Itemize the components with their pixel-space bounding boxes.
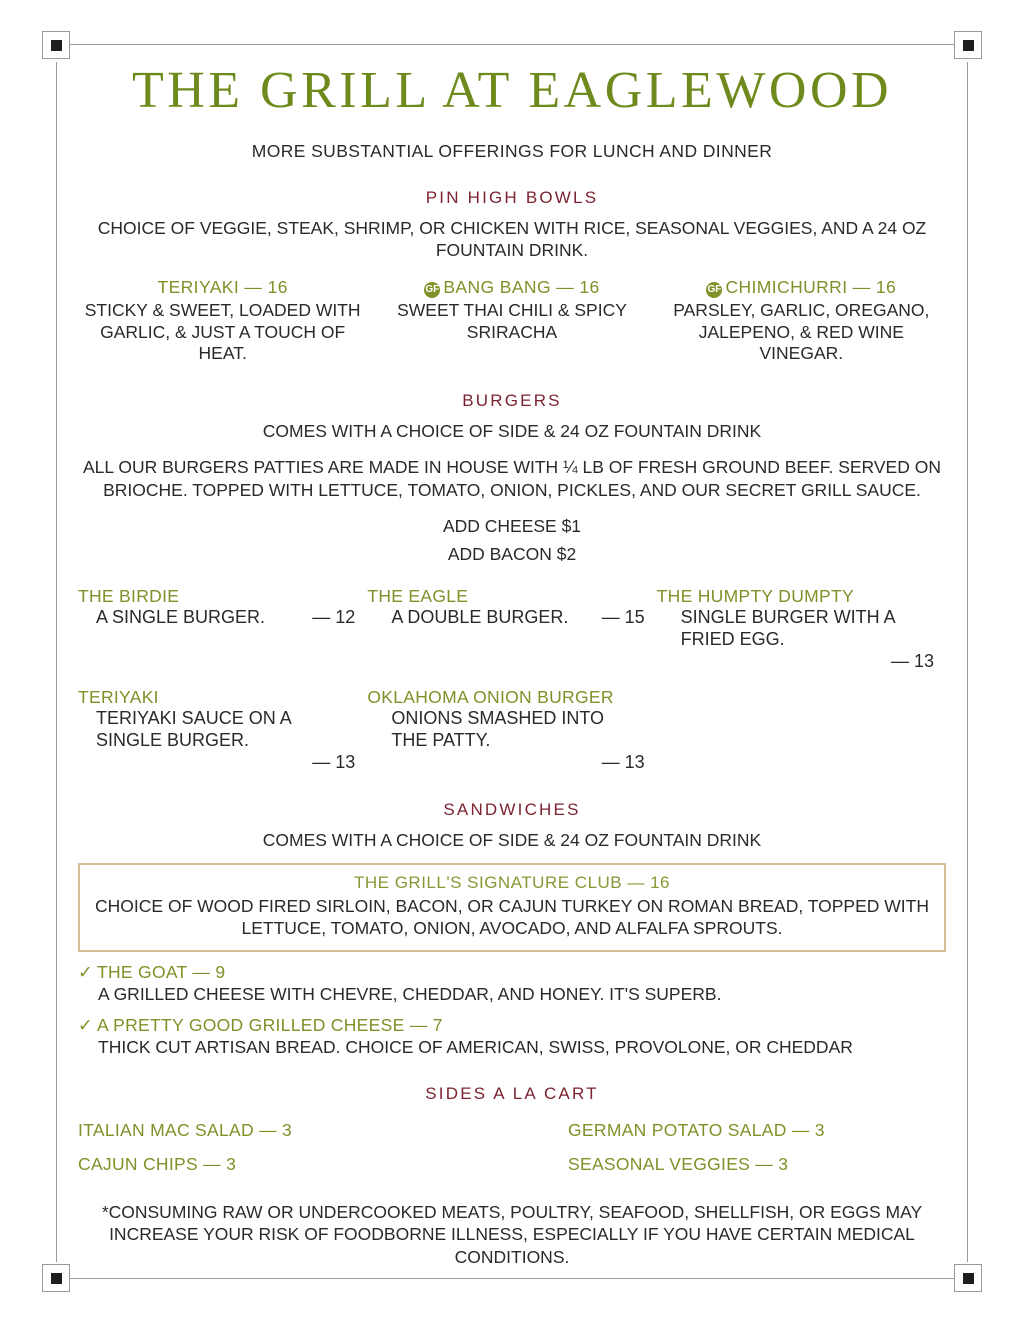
sandwiches-note: COMES WITH A CHOICE OF SIDE & 24 OZ FOUNTAIN DRINK: [262, 829, 762, 850]
bowl-item[interactable]: [78, 277, 367, 365]
bowl-item[interactable]: [657, 277, 946, 365]
burger-item-price: — 13: [312, 751, 356, 772]
bowls-note: CHOICE OF VEGGIE, STEAK, SHRIMP, OR CHICKEN WITH RICE, SEASONAL VEGGIES, AND A 24 OZ FOUNTAIN DRINK.: [97, 217, 927, 260]
burger-item-description: TERIYAKI SAUCE ON A SINGLE BURGER.: [96, 707, 291, 750]
bowl-item-price: — 16: [556, 277, 600, 298]
burgers-addon-cheese: ADD CHEESE $1: [442, 516, 582, 537]
burgers-grid: [78, 586, 946, 774]
section-heading-burgers: BURGERS: [462, 390, 562, 410]
bowl-item-description: STICKY & SWEET, LOADED WITH GARLIC, & JUST A TOUCH OF HEAT.: [84, 300, 361, 364]
bowl-item[interactable]: [367, 277, 656, 365]
side-item[interactable]: GERMAN POTATO SALAD — 3: [568, 1119, 825, 1140]
burger-item[interactable]: [78, 687, 367, 774]
gluten-free-icon: GF: [706, 282, 722, 298]
sandwich-head-row: [78, 1015, 946, 1036]
burgers-note-secondary: ALL OUR BURGERS PATTIES ARE MADE IN HOUSE WITH ¼ LB OF FRESH GROUND BEEF. SERVED ON BRIOCHE. TOPPED WITH LETTUCE, TOMATO, ONION, PICKLES, AND OUR SECRET GRILL SAUCE.: [83, 457, 941, 500]
sandwich-item[interactable]: [78, 962, 946, 1005]
sides-grid: [78, 1120, 946, 1175]
burger-grid-spacer: [657, 687, 946, 774]
menu-title: THE GRILL AT EAGLEWOOD: [131, 62, 893, 119]
side-item[interactable]: ITALIAN MAC SALAD — 3: [78, 1119, 293, 1140]
burger-item[interactable]: [78, 586, 367, 673]
burger-item-label: THE HUMPTY DUMPTY: [656, 585, 854, 606]
check-icon: ✓: [78, 1014, 93, 1035]
burger-item-description: A SINGLE BURGER.: [96, 606, 266, 627]
bowl-name-row: [367, 277, 656, 298]
frame-line-bottom: [62, 1278, 962, 1279]
bowl-item-label: CHIMICHURRI: [725, 277, 848, 298]
burgers-note-primary: COMES WITH A CHOICE OF SIDE & 24 OZ FOUNTAIN DRINK: [262, 420, 762, 441]
allergen-disclaimer: *CONSUMING RAW OR UNDERCOOKED MEATS, POULTRY, SEAFOOD, SHELLFISH, OR EGGS MAY INCREASE YOUR RISK OF FOODBORNE ILLNESS, ESPECIALLY IF YOU HAVE CERTAIN MEDICAL CONDITIONS.: [101, 1201, 923, 1267]
menu-subtitle: MORE SUBSTANTIAL OFFERINGS FOR LUNCH AND DINNER: [251, 140, 773, 161]
bowl-item-label: BANG BANG: [443, 277, 551, 298]
burger-item-label: TERIYAKI: [78, 686, 159, 707]
burger-item-price: — 13: [601, 751, 645, 772]
burger-item-body: [78, 607, 355, 629]
bowl-item-price: — 16: [852, 277, 897, 298]
burger-item-description: A DOUBLE BURGER.: [391, 606, 569, 627]
burger-item[interactable]: [367, 586, 656, 673]
burger-item-body: [367, 607, 644, 629]
burger-item[interactable]: [367, 687, 656, 774]
sandwich-item-label: A PRETTY GOOD GRILLED CHEESE — 7: [96, 1014, 443, 1035]
registration-mark-bottom-left: [42, 1264, 70, 1292]
registration-mark-top-left: [42, 31, 70, 59]
burger-item-body: [367, 708, 644, 774]
burger-item-body: [657, 607, 934, 673]
section-heading-sides: SIDES A LA CART: [425, 1083, 599, 1103]
burger-item-label: OKLAHOMA ONION BURGER: [367, 686, 614, 707]
burger-item-price: — 12: [312, 606, 356, 627]
check-icon: ✓: [78, 961, 93, 982]
burger-item-label: THE EAGLE: [367, 585, 469, 606]
signature-club-description: CHOICE OF WOOD FIRED SIRLOIN, BACON, OR CAJUN TURKEY ON ROMAN BREAD, TOPPED WITH LETTUCE, TOMATO, ONION, AVOCADO, AND ALFALFA SPROUTS.: [95, 895, 929, 938]
section-heading-sandwiches: SANDWICHES: [443, 799, 581, 819]
bowl-item-price: — 16: [244, 277, 288, 298]
bowl-item-description: PARSLEY, GARLIC, OREGANO, JALEPENO, & RED WINE VINEGAR.: [673, 300, 930, 364]
sandwich-item[interactable]: [78, 1015, 946, 1058]
bowl-item-label: TERIYAKI: [157, 277, 240, 298]
bowl-name-row: [78, 277, 367, 298]
burger-item-body: [78, 708, 355, 774]
side-item[interactable]: CAJUN CHIPS — 3: [78, 1153, 237, 1174]
sandwich-item-label: THE GOAT — 9: [96, 961, 226, 982]
sandwich-item-description: A GRILLED CHEESE WITH CHEVRE, CHEDDAR, AND HONEY. IT'S SUPERB.: [98, 983, 722, 1004]
burger-item-label: THE BIRDIE: [78, 585, 180, 606]
gluten-free-icon: GF: [424, 282, 440, 298]
sandwich-item-description: THICK CUT ARTISAN BREAD. CHOICE OF AMERICAN, SWISS, PROVOLONE, OR CHEDDAR: [98, 1036, 853, 1057]
burger-item-price: — 13: [890, 650, 934, 671]
signature-club-card[interactable]: [78, 863, 946, 952]
burger-item[interactable]: [657, 586, 946, 673]
bowls-grid: [78, 277, 946, 365]
signature-club-label: THE GRILL'S SIGNATURE CLUB — 16: [353, 872, 670, 892]
section-heading-bowls: PIN HIGH BOWLS: [425, 187, 599, 207]
burger-item-description: SINGLE BURGER WITH A FRIED EGG.: [680, 606, 895, 649]
burger-item-price: — 15: [601, 606, 645, 627]
side-item[interactable]: SEASONAL VEGGIES — 3: [568, 1153, 789, 1174]
registration-mark-bottom-right: [954, 1264, 982, 1292]
burger-item-description: ONIONS SMASHED INTO THE PATTY.: [391, 707, 605, 750]
bowl-item-description: SWEET THAI CHILI & SPICY SRIRACHA: [397, 300, 627, 342]
bowl-name-row: [657, 277, 946, 298]
registration-mark-top-right: [954, 31, 982, 59]
sandwich-head-row: [78, 962, 946, 983]
burgers-addon-bacon: ADD BACON $2: [447, 544, 577, 565]
